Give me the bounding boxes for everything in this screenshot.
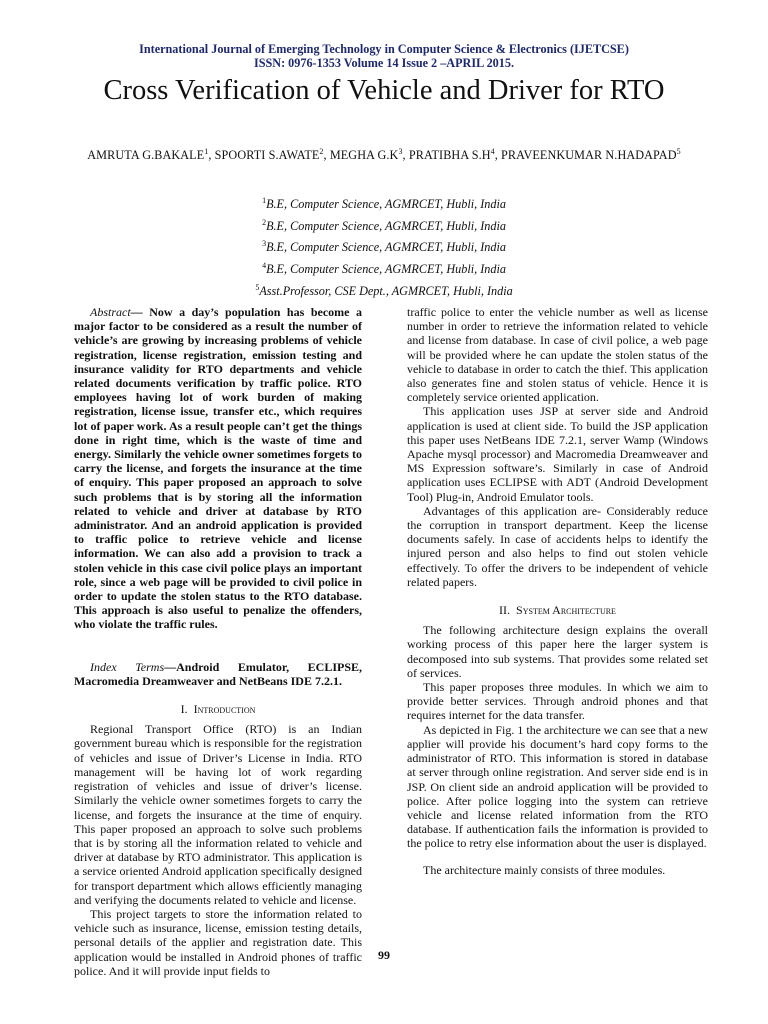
affiliation-mark: 5 [255, 282, 260, 292]
author-name: PRATIBHA S.H [408, 148, 491, 163]
affiliation-mark: 4 [262, 260, 267, 270]
author-name: AMRUTA G.BAKALE [87, 148, 205, 163]
left-column [74, 305, 362, 978]
journal-name: International Journal of Emerging Technology in Computer Science & Electronics (IJETCSE) [139, 42, 629, 56]
author-name: PRAVEENKUMAR N.HADAPAD [501, 148, 677, 163]
affiliation-text: B.E, Computer Science, AGMRCET, Hubli, India [266, 240, 506, 255]
affiliation-line [0, 257, 768, 279]
journal-header [0, 42, 768, 70]
abstract-text: — Now a day’s population has become a major factor to be considered as a result the number of vehicle’s are growing by increasing problems of vehicle registration, license registration, emission testing and insurance validity for RTO departments and vehicle related documents verification by traffic police. RTO employees having lot of work burden of making registration, license issue, transfer etc., which requires lot of paper work. As a result people can’t get the things done in right time, which is the waste of time and energy. Similarly the vehicle owner sometimes forgets to carry the license, and forgets the insurance at the time of enquiry. This paper proposed an approach to solve such problems that is by storing all the information related to vehicle and driver at database by RTO administrator. And an android application is provided to traffic police to retrieve vehicle and license information. We can also add a provision to track a stolen vehicle in this case civil police plays an important role, since a web page will be provided to civil police in order to update the stolen status to the RTO database. This approach is also useful to penalize the offenders, who violate the traffic rules. [74, 305, 362, 632]
affiliation-mark: 1 [262, 196, 267, 205]
affiliation-line [0, 235, 768, 257]
paragraph: This paper proposes three modules. In which we aim to provide better services. Through android phones and that requires internet for the data transfer. [407, 680, 708, 723]
affiliation-list [0, 192, 768, 300]
paragraph: This application uses JSP at server side and Android application is used at client side. To build the JSP application this paper uses NetBeans IDE 7.2.1, server Wamp (Windows Apache mysql processor) and Macromedia Dreamweaver and MS Expression software’s. Similarly in case of Android application uses ECLIPSE with ADT (Android Development Tool) Plug-in, Android Emulator tools. [407, 404, 708, 504]
affiliation-text: B.E, Computer Science, AGMRCET, Hubli, India [266, 218, 506, 233]
paragraph: As depicted in Fig. 1 the architecture we can see that a new applier will provide his document’s hard copy forms to the administrator of RTO. This information is stored in database at server through online registration. And server side end is in JSP. On client side an android application will be provided to police. After police logging into the system can retrieve vehicle and license related information from the RTO database. If authentication fails the information is provided to the police to retry else information about the user is displayed. [407, 722, 708, 851]
section-heading-introduction: I. Introduction [180, 702, 256, 717]
author-mark: 3 [398, 147, 403, 156]
affiliation-mark: 3 [262, 239, 267, 249]
paper-title: Cross Verification of Vehicle and Driver for RTO [103, 75, 665, 106]
section-heading-system-architecture: II. System Architecture [499, 603, 616, 618]
index-terms-text: —Android Emulator, ECLIPSE, Macromedia Dreamweaver and NetBeans IDE 7.2.1. [74, 659, 362, 688]
affiliation-mark: 2 [262, 217, 267, 227]
author-name: MEGHA G.K [329, 148, 399, 163]
paragraph: The following architecture design explains the overall working process of this paper here the larger system is decomposed into sub systems. That provides some related set of services. [407, 623, 708, 680]
page-number: 99 [378, 948, 390, 962]
paragraph: traffic police to enter the vehicle number as well as license number in order to retrieve the information related to vehicle and license from database. In case of civil police, a web page will be provided where he can update the stolen status of the vehicle to database in order to catch the thief. This application also generates fine and stolen status of vehicle. Hence it is completely service oriented application. [407, 305, 708, 405]
affiliation-text: Asst.Professor, CSE Dept., AGMRCET, Hubli, India [259, 283, 513, 298]
affiliation-line [0, 192, 768, 214]
index-terms [74, 660, 362, 688]
affiliation-line [0, 214, 768, 236]
right-column [407, 305, 708, 877]
affiliation-text: B.E, Computer Science, AGMRCET, Hubli, India [266, 262, 506, 277]
paragraph: Regional Transport Office (RTO) is an Indian government bureau which is responsible for the registration of vehicles and issue of Driver’s License in India. RTO management will be having lot of work regarding registration of vehicles and issue of driver’s license. Similarly the vehicle owner sometimes forgets to carry the license, and forgets the insurance at the time of enquiry. This paper proposed an approach to solve such problems that is by storing all the information related to vehicle and driver at database by RTO administrator. This application is a service oriented Android application specifically designed for transport department which allows efficiently managing and verifying the documents related to vehicle and license. [74, 722, 362, 907]
journal-issn: ISSN: 0976-1353 Volume 14 Issue 2 –APRIL 2015. [253, 56, 515, 70]
paragraph: Advantages of this application are- Considerably reduce the corruption in transport department. Keep the license documents safely. In case of accidents helps to identify the injured person and also helps to find out stolen vehicle effectively. To offer the drivers to be independent of vehicle related papers. [407, 503, 708, 589]
author-mark: 1 [204, 147, 209, 156]
author-mark: 2 [319, 147, 324, 156]
author-mark: 4 [490, 147, 495, 156]
affiliation-line [0, 279, 768, 301]
author-mark: 5 [676, 147, 681, 156]
affiliation-text: B.E, Computer Science, AGMRCET, Hubli, India [266, 197, 506, 212]
paragraph: The architecture mainly consists of three modules. [423, 862, 666, 877]
abstract [74, 305, 362, 632]
author-name: SPOORTI S.AWATE [214, 148, 320, 163]
abstract-label: Abstract [90, 305, 131, 319]
index-terms-label: Index Terms [90, 659, 165, 674]
paragraph: This project targets to store the information related to vehicle such as insurance, license, emission testing details, personal details of the applier and registration date. This application would be installed in Android phones of traffic police. And it will provide input fields to [74, 906, 362, 978]
author-list: AMRUTA G.BAKALE$^1$, SPOORTI S.AWATE$^2$, MEGHA $G.K^3$, PRATIBHA $S.H^4$, PRAVEENKUMAR N.HADAPAD$^5$ [87, 147, 681, 163]
